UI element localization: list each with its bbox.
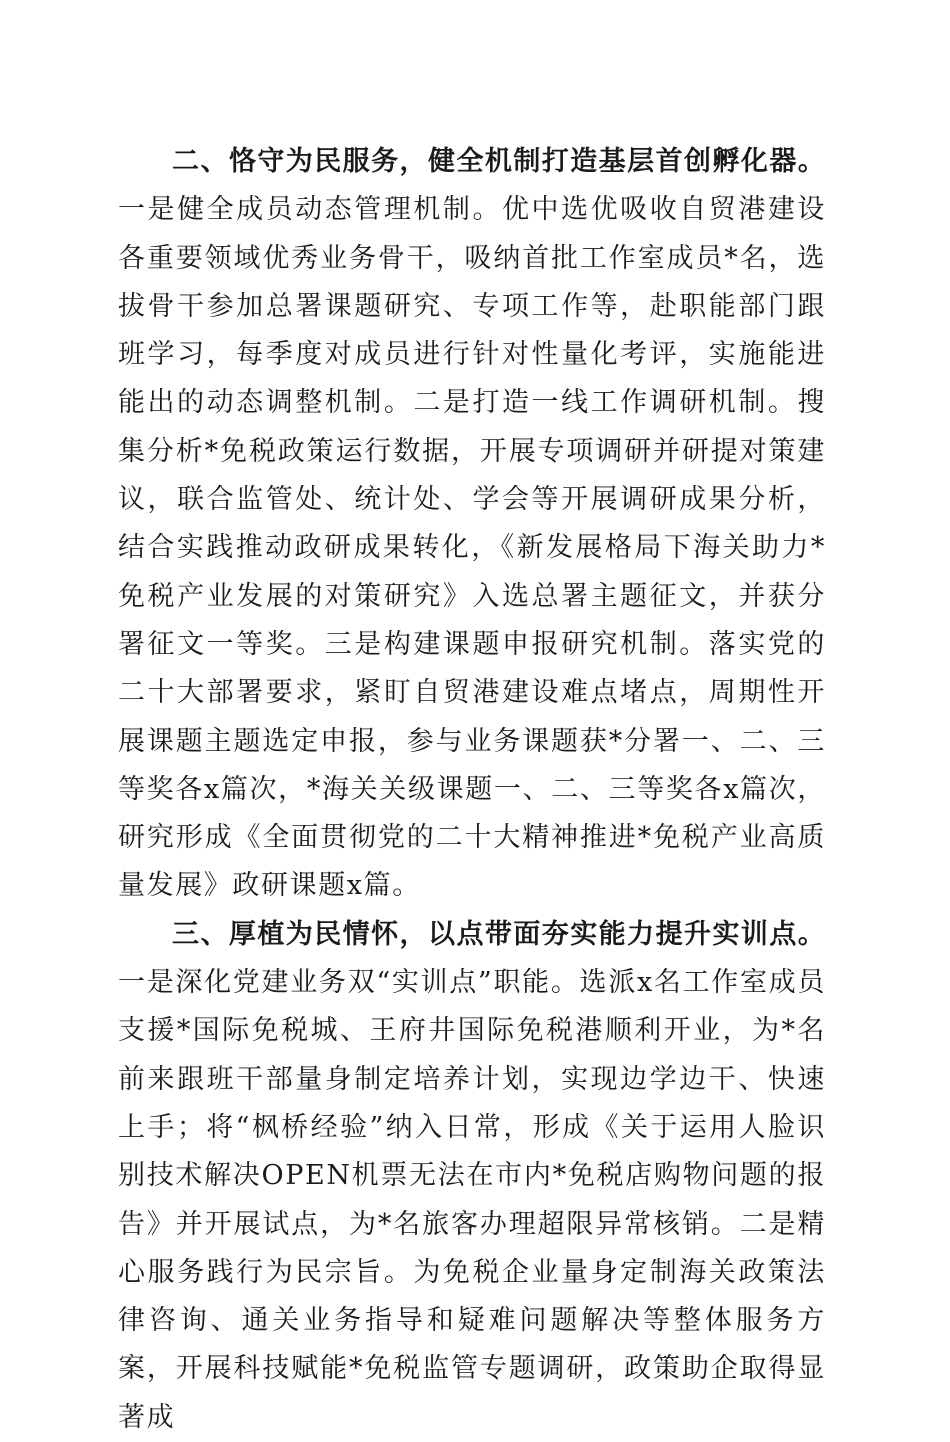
section-three-heading: 三、厚植为民情怀，以点带面夯实能力提升实训点。 xyxy=(172,918,826,950)
section-two-text: 一是健全成员动态管理机制。优中选优吸收自贸港建设各重要领域优秀业务骨干，吸纳首批工作室成员*名，选拔骨干参加总署课题研究、专项工作等，赴职能部门跟班学习，每季度对成员进行针对性量化考评，实施能进能出的动态调整机制。二是打造一线工作调研机制。搜集分析*免税政策运行数据，开展专项调研并研提对策建议，联合监管处、统计处、学会等开展调研成果分析，结合实践推动政研成果转化，《新发展格局下海关助力*免税产业发展的对策研究》入选总署主题征文，并获分署征文一等奖。三是构建课题申报研究机制。落实党的二十大部署要求，紧盯自贸港建设难点堵点，周期性开展课题主题选定申报，参与业务课题获*分署一、二、三等奖各x篇次，*海关关级课题一、二、三等奖各x篇次，研究形成《全面贯彻党的二十大精神推进*免税产业高质量发展》政研课题x篇。 xyxy=(118,194,826,902)
section-three-paragraph xyxy=(118,911,826,1442)
section-two-heading: 二、恪守为民服务，健全机制打造基层首创孵化器。 xyxy=(172,146,826,177)
document-body xyxy=(118,138,826,1442)
section-three-text: 一是深化党建业务双“实训点”职能。选派x名工作室成员支援*国际免税城、王府井国际免税港顺利开业，为*名前来跟班干部量身制定培养计划，实现边学边干、快速上手；将“枫桥经验”纳入日常，形成《关于运用人脸识别技术解决OPEN机票无法在市内*免税店购物问题的报告》并开展试点，为*名旅客办理超限异常核销。二是精心服务践行为民宗旨。为免税企业量身定制海关政策法律咨询、通关业务指导和疑难问题解决等整体服务方案，开展科技赋能*免税监管专题调研，政策助企取得显著成 xyxy=(118,967,826,1433)
section-two-paragraph xyxy=(118,138,826,911)
